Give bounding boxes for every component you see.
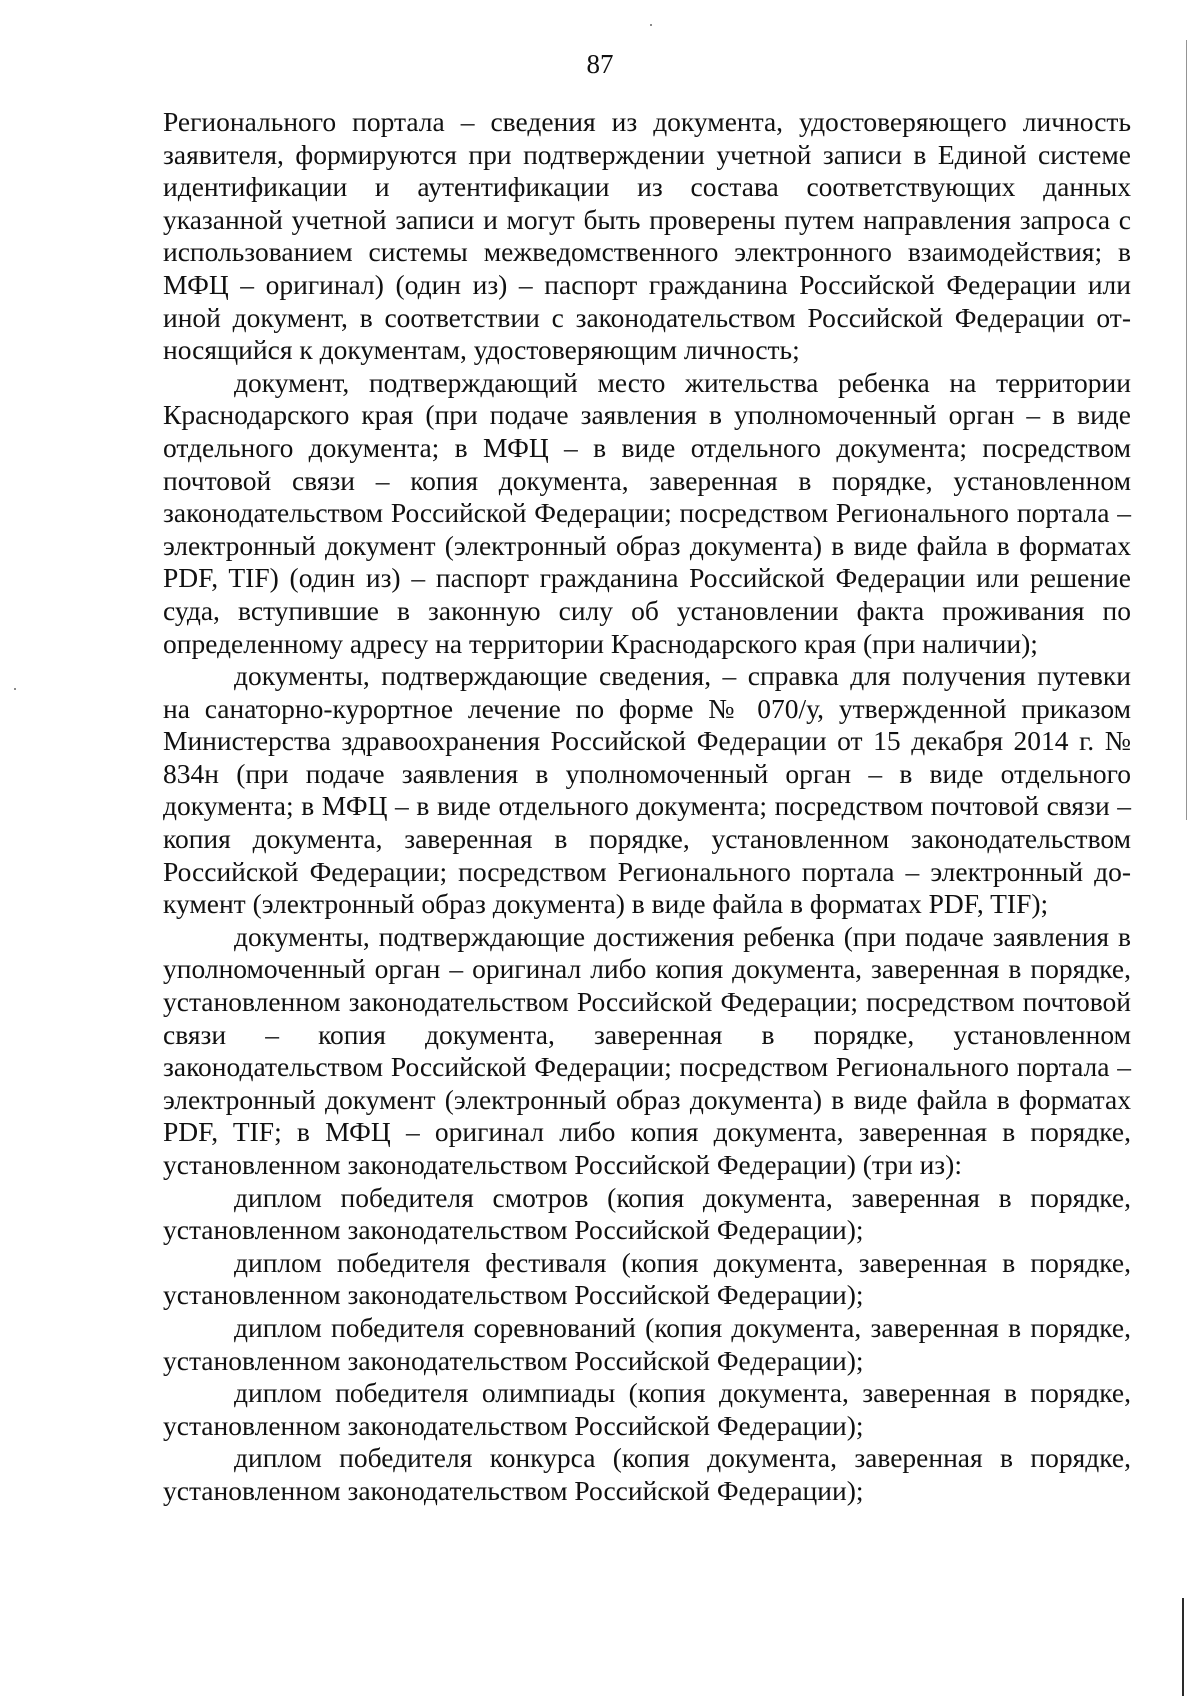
list-item-review-diploma: диплом победителя смотров (копия документа, заверенная в порядке, установленном законодательством Российской Федерации); [163,1181,1131,1246]
paragraph-achievement-documents: документы, подтверждающие достижения ребенка (при подаче заявления в уполномоченный орган – оригинал либо копия документа, заверенная в порядке, установленном законодательством Российской Федерации; посредством почтовой связи – копия документа, заверенная в порядке, установленном законодательством Российской Федерации; посредством Регионального портала – электронный документ (электронный образ документа) в виде файла в форматах PDF, TIF; в МФЦ – оригинал либо копия документа, заверенная в порядке, установленном законодательством Российской Федерации) (три из): [163,920,1131,1180]
paragraph-identity-documents: Регионального портала – сведения из документа, удостоверяющего личность заявителя, формируются при подтверждении учетной записи в Единой системе идентификации и аутентификации из состава соответствующих данных указанной учетной записи и могут быть проверены путем направления запроса с использованием системы межведомственного электронного взаимодействия; в МФЦ – оригинал) (один из) – паспорт гражданина Российской Федерации или иной документ, в соответствии с законодательством Российской Федерации относящийся к документам, удостоверяющим личность; [163,106,1131,366]
scan-edge-mark [1182,1598,1184,1696]
list-item-festival-diploma: диплом победителя фестиваля (копия документа, заверенная в порядке, установленном законодательством Российской Федерации); [163,1246,1131,1311]
paragraph-medical-certificate: документы, подтверждающие сведения, – справка для получения путевки на санаторно-курортное лечение по форме № 070/у, утвержденной приказом Министерства здравоохранения Российской Федерации от 15 декабря 2014 г. № 834н (при подаче заявления в уполномоченный орган – в виде отдельного документа; в МФЦ – в виде отдельного документа; посредством почтовой связи – копия документа, заверенная в порядке, установленном законодательством Российской Федерации; посредством Регионального портала – электронный документ (электронный образ документа) в виде файла в форматах PDF, TIF); [163,660,1131,920]
scan-speck [650,24,652,26]
page-number: 87 [586,49,614,79]
list-item-contest-diploma: диплом победителя конкурса (копия документа, заверенная в порядке, установленном законодательством Российской Федерации); [163,1442,1131,1506]
list-item-olympiad-diploma: диплом победителя олимпиады (копия документа, заверенная в порядке, установленном законодательством Российской Федерации); [163,1377,1131,1441]
scan-edge-line [1186,40,1187,820]
scan-speck [14,688,16,690]
list-item-competition-diploma: диплом победителя соревнований (копия документа, заверенная в порядке, установленном законодательством Российской Федерации); [163,1311,1131,1376]
document-body [163,106,1131,1508]
paragraph-residence-document: документ, подтверждающий место жительства ребенка на территории Краснодарского края (при подаче заявления в уполномоченный орган – в виде отдельного документа; в МФЦ – в виде отдельного документа; посредством почтовой связи – копия документа, заверенная в порядке, установленном законодательством Российской Федерации; посредством Регионального портала – электронный документ (электронный образ документа) в виде файла в форматах PDF, TIF) (один из) – паспорт гражданина Российской Федерации или решение суда, вступившие в законную силу об установлении факта проживания по определенному адресу на территории Краснодарского края (при наличии); [163,366,1131,659]
